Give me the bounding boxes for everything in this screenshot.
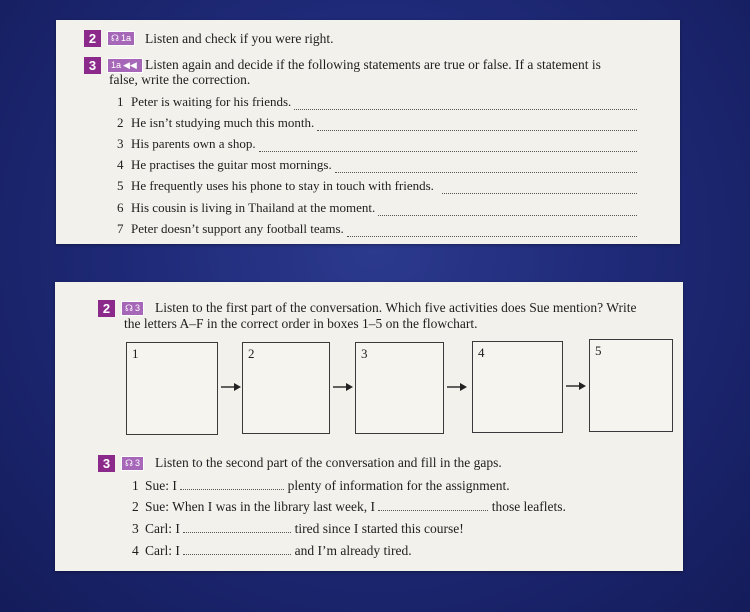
statement-number: 2: [117, 115, 124, 130]
gap-fill-item: [132, 521, 464, 537]
arrow-right-icon: [332, 380, 354, 394]
gap-blank[interactable]: [183, 521, 291, 533]
statement-item: [117, 157, 637, 173]
statement-number: 3: [117, 136, 124, 151]
exercise-instruction: Listen and check if you were right.: [145, 31, 334, 46]
headphones-icon: ☊: [125, 303, 133, 313]
arrow-right-icon: [220, 380, 242, 394]
exercise-number-3: 3: [84, 57, 101, 74]
flowchart-box-number: 1: [132, 346, 139, 361]
statement-text: Peter doesn’t support any football teams.: [131, 221, 344, 236]
flowchart-box[interactable]: [472, 341, 563, 433]
statement-item: [117, 200, 637, 216]
flowchart-box[interactable]: [355, 342, 444, 434]
exercise-instruction-line2: false, write the correction.: [109, 72, 251, 87]
statement-text: He frequently uses his phone to stay in touch with friends.: [131, 178, 434, 193]
gap-fill-item: [132, 499, 566, 515]
statement-number: 6: [117, 200, 124, 215]
exercise-number-3: 3: [98, 455, 115, 472]
exercise-page-bottom: [55, 282, 683, 571]
gap-text-after: tired since I started this course!: [294, 521, 464, 536]
flowchart-box[interactable]: [126, 342, 218, 435]
exercise-instruction-line1: Listen to the first part of the conversation. Which five activities does Sue mention? Write: [155, 300, 637, 315]
statement-number: 1: [117, 94, 124, 109]
headphones-icon: ☊: [111, 33, 119, 43]
statement-item: [117, 178, 637, 194]
statement-text: He practises the guitar most mornings.: [131, 157, 332, 172]
gap-text-before: Sue: When I was in the library last week, I: [145, 499, 375, 514]
headphones-icon: ☊: [125, 458, 133, 468]
gap-blank[interactable]: [183, 543, 291, 555]
gap-fill-item: [132, 543, 412, 559]
audio-track-badge[interactable]: [107, 31, 135, 46]
flowchart-box[interactable]: [242, 342, 330, 434]
statement-text: His cousin is living in Thailand at the moment.: [131, 200, 376, 215]
audio-track-badge[interactable]: [107, 58, 143, 73]
audio-track-label: 1a: [121, 33, 132, 43]
statement-item: [117, 221, 637, 237]
answer-line[interactable]: [259, 140, 637, 152]
audio-track-label: 3: [135, 458, 141, 468]
exercise-number-2: 2: [84, 30, 101, 47]
statement-text: His parents own a shop.: [131, 136, 256, 151]
statement-number: 7: [117, 221, 124, 236]
exercise-instruction-line1: Listen again and decide if the following statements are true or false. If a statement is: [145, 57, 601, 72]
gap-fill-item: [132, 478, 510, 494]
exercise-instruction: Listen to the second part of the conversation and fill in the gaps.: [155, 455, 502, 470]
gap-text-before: Sue: I: [145, 478, 177, 493]
statement-number: 4: [117, 157, 124, 172]
exercise-number-2: 2: [98, 300, 115, 317]
answer-line[interactable]: [347, 225, 637, 237]
gap-text-after: plenty of information for the assignment.: [287, 478, 510, 493]
exercise-page-top: [56, 20, 680, 244]
answer-line[interactable]: [294, 98, 637, 110]
flowchart-box[interactable]: [589, 339, 673, 432]
gap-text-before: Carl: I: [145, 521, 180, 536]
statement-item: [117, 115, 637, 131]
flowchart-box-number: 4: [478, 345, 485, 360]
statement-number: 5: [117, 178, 124, 193]
audio-track-label: 3: [135, 303, 141, 313]
statement-item: [117, 94, 637, 110]
gap-number: 3: [132, 521, 139, 536]
exercise-instruction-line2: the letters A–F in the correct order in boxes 1–5 on the flowchart.: [124, 316, 478, 331]
answer-line[interactable]: [442, 182, 637, 194]
gap-text-before: Carl: I: [145, 543, 180, 558]
rewind-icon: ◀◀: [123, 60, 137, 70]
arrow-right-icon: [565, 379, 587, 393]
statement-text: Peter is waiting for his friends.: [131, 94, 292, 109]
gap-blank[interactable]: [180, 478, 284, 490]
audio-track-badge[interactable]: [121, 301, 144, 316]
flowchart-box-number: 5: [595, 343, 602, 358]
answer-line[interactable]: [317, 119, 637, 131]
audio-track-badge[interactable]: [121, 456, 144, 471]
flowchart-box-number: 3: [361, 346, 368, 361]
statement-item: [117, 136, 637, 152]
audio-track-label: 1a: [111, 60, 122, 70]
statement-text: He isn’t studying much this month.: [131, 115, 315, 130]
answer-line[interactable]: [378, 204, 637, 216]
gap-number: 2: [132, 499, 139, 514]
gap-blank[interactable]: [378, 499, 488, 511]
gap-text-after: those leaflets.: [491, 499, 566, 514]
arrow-right-icon: [446, 380, 468, 394]
gap-text-after: and I’m already tired.: [294, 543, 412, 558]
gap-number: 1: [132, 478, 139, 493]
flowchart-box-number: 2: [248, 346, 255, 361]
gap-number: 4: [132, 543, 139, 558]
answer-line[interactable]: [335, 161, 637, 173]
